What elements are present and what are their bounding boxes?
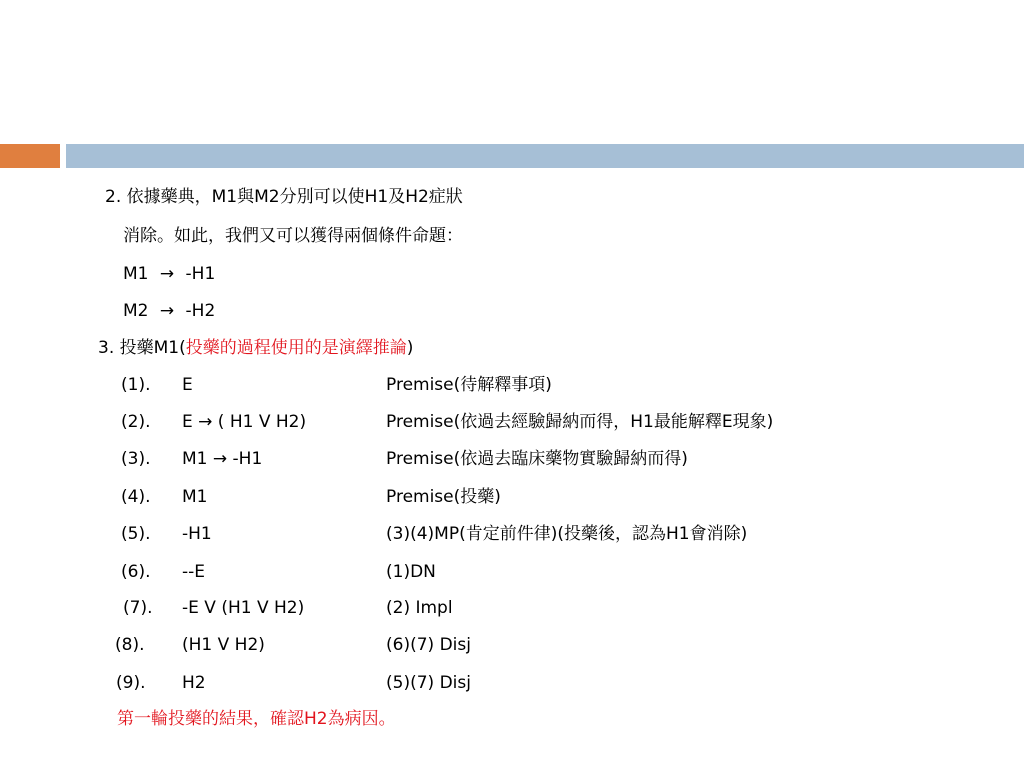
conclusion-text: 第一輪投藥的結果，確認H2為病因。: [117, 709, 396, 729]
cond1-left: M1: [123, 264, 149, 284]
step-formula: E → ( H1 V H2): [182, 412, 307, 432]
arrow-icon: →: [159, 301, 175, 321]
step-reason: (5)(7) Disj: [386, 673, 471, 693]
accent-bar-orange: [0, 144, 60, 168]
step-formula: H2: [182, 673, 206, 693]
section2-line2: 消除。如此，我們又可以獲得兩個條件命題：: [123, 226, 463, 246]
step-reason: Premise(依過去經驗歸納而得，H1最能解釋E現象): [386, 412, 774, 432]
conditional-m1: [123, 263, 215, 285]
cond2-right: -H2: [185, 301, 216, 321]
cond1-right: -H1: [185, 264, 216, 284]
step-number: (6).: [121, 562, 151, 582]
step-formula: -H1: [182, 524, 212, 544]
step-formula: --E: [182, 562, 206, 582]
arrow-icon: →: [159, 264, 175, 284]
conditional-m2: [123, 300, 215, 322]
step-formula: M1: [182, 487, 208, 507]
step-number: (3).: [121, 449, 151, 469]
step-number: (4).: [121, 487, 151, 507]
step-number: (8).: [115, 635, 145, 655]
step-number: (5).: [121, 524, 151, 544]
step-formula: E: [182, 375, 193, 395]
step-formula: M1 → -H1: [182, 449, 263, 469]
step-number: (9).: [116, 673, 146, 693]
step-formula: (H1 V H2): [182, 635, 265, 655]
step-reason: Premise(依過去臨床藥物實驗歸納而得): [386, 449, 688, 469]
step-reason: (2) Impl: [386, 598, 453, 618]
step-reason: (3)(4)MP(肯定前件律)(投藥後，認為H1會消除): [386, 524, 748, 544]
step-formula: -E V (H1 V H2): [182, 598, 305, 618]
step-number: (7).: [123, 598, 153, 618]
section3-red-text: 投藥的過程使用的是演繹推論: [185, 338, 407, 358]
accent-bar-blue: [66, 144, 1024, 168]
section3-heading: [98, 337, 413, 359]
step-reason: Premise(待解釋事項): [386, 375, 552, 395]
step-number: (1).: [121, 375, 151, 395]
step-number: (2).: [121, 412, 151, 432]
step-reason: (6)(7) Disj: [386, 635, 471, 655]
section3-prefix: 3. 投藥M1(: [98, 338, 186, 358]
section3-suffix: ): [406, 338, 414, 358]
step-reason: (1)DN: [386, 562, 436, 582]
cond2-left: M2: [123, 301, 149, 321]
step-reason: Premise(投藥): [386, 487, 501, 507]
section2-line1: 2. 依據藥典，M1與M2分別可以使H1及H2症狀: [105, 187, 463, 207]
